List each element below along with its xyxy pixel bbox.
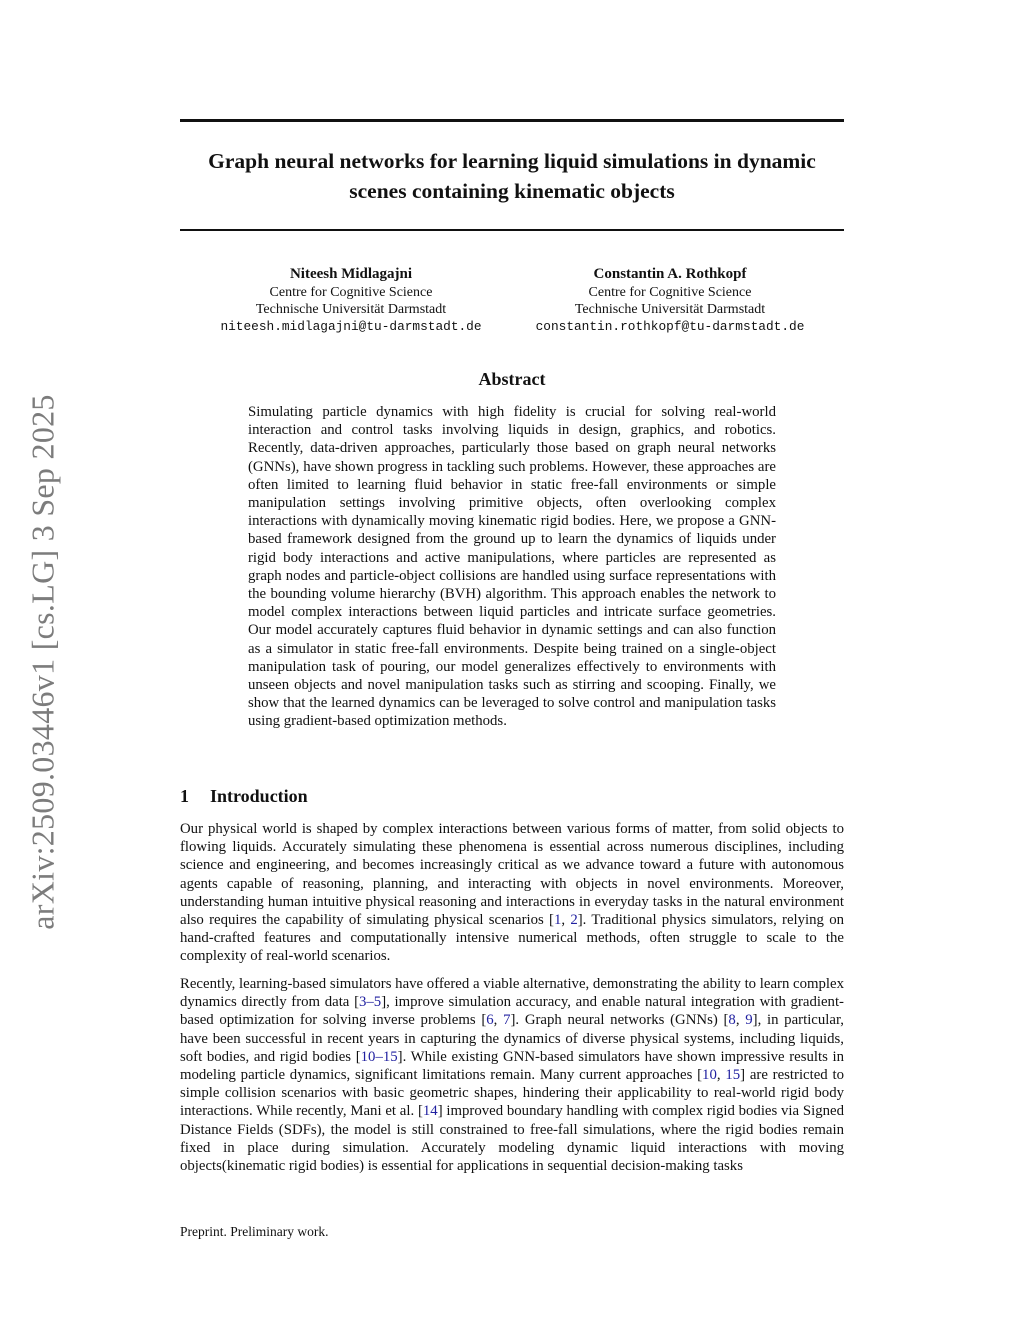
author-name: Constantin A. Rothkopf bbox=[593, 266, 747, 282]
arxiv-identifier: arXiv:2509.03446v1 [cs.LG] 3 Sep 2025 bbox=[24, 394, 61, 930]
text-run: Our physical world is shaped by complex interactions between various forms of matter, from solid objects to flowing liquids. Accurately simulating these phenomena is essential across numerous disciplines, including science and engineering, and becomes increasingly critical as we advance toward a future with autonomous agents capable of reasoning, planning, and interacting with objects in novel environments. Moreover, understanding human intuitive physical reasoning and interactions in everyday tasks in the natural environment also requires the capability of simulating physical scenarios [ bbox=[180, 821, 844, 929]
text-run: ], in particular, have been successful in recent years in capturing the dynamics of diverse physical systems, including liquids, soft bodies, and rigid bodies [ bbox=[180, 1012, 844, 1065]
text-run: ]. While existing GNN-based simulators have shown impressive results in modeling particle dynamics, significant limitations remain. Many current approaches [ bbox=[180, 1048, 844, 1084]
section-heading bbox=[180, 786, 308, 807]
citation-link[interactable]: 2 bbox=[570, 912, 578, 929]
intro-paragraph-1 bbox=[180, 820, 844, 966]
author-block-1 bbox=[200, 265, 502, 335]
section-number: 1 bbox=[180, 786, 189, 806]
author-block-2 bbox=[520, 265, 820, 335]
author-email[interactable]: niteesh.midlagajni@tu-darmstadt.de bbox=[220, 319, 482, 334]
citation-link[interactable]: 15 bbox=[725, 1067, 741, 1084]
text-run: ], improve simulation accuracy, and enable natural integration with gradient-based optimization for solving inverse problems [ bbox=[180, 994, 844, 1029]
citation-link[interactable]: 10 bbox=[702, 1067, 717, 1084]
author-institution: Technische Universität Darmstadt bbox=[574, 302, 766, 317]
text-run: , bbox=[561, 912, 571, 929]
title-top-rule bbox=[180, 119, 844, 122]
footer-note: Preprint. Preliminary work. bbox=[180, 1224, 329, 1239]
citation-link[interactable]: 8 bbox=[728, 1012, 736, 1029]
paper-title: Graph neural networks for learning liquid simulations in dynamic scenes containing kinematic objects bbox=[208, 149, 816, 203]
citation-link[interactable]: 1 bbox=[553, 912, 562, 929]
author-affiliation: Centre for Cognitive Science bbox=[269, 285, 433, 300]
citation-link[interactable]: 3–5 bbox=[359, 994, 382, 1011]
text-run: , bbox=[735, 1012, 746, 1029]
section-title: Introduction bbox=[210, 786, 308, 806]
citation-link[interactable]: 14 bbox=[422, 1103, 438, 1120]
abstract-text: Simulating particle dynamics with high fidelity is crucial for solving real-world interaction and control tasks involving liquids in design, graphics, and robotics. Recently, data-driven approaches, particularly those based on graph neural networks (GNNs), have shown progress in tackling such problems. However, these approaches are often limited to learning fluid behavior in static free-fall environments or simple manipulation settings involving primitive objects, often overlooking complex interactions with dynamically moving kinematic rigid bodies. Here, we propose a GNN-based framework designed from the ground up to learn the dynamics of liquids under rigid body interactions and active manipulations, where particles are represented as graph nodes and particle-object collisions are handled using surface representations with the bounding volume hierarchy (BVH) algorithm. This approach enables the network to model complex interactions between liquid particles and intricate surface geometries. Our model accurately captures fluid behavior in dynamic settings and can also function as a simulator in static free-fall environments. Despite being trained on a single-object manipulation task of pouring, our model generalizes effectively to environments with unseen objects and novel manipulation tasks such as stirring and scooping. Finally, we show that the learned dynamics can be leveraged to solve control and manipulation tasks using gradient-based optimization methods. bbox=[248, 404, 776, 730]
text-run: Recently, learning-based simulators have offered a viable alternative, demonstrating the ability to learn complex dynamics directly from data [ bbox=[180, 976, 844, 1011]
abstract-heading: Abstract bbox=[478, 369, 546, 389]
text-run: ]. Graph neural networks (GNNs) [ bbox=[510, 1012, 729, 1029]
title-bottom-rule bbox=[180, 229, 844, 231]
citation-link[interactable]: 9 bbox=[745, 1012, 753, 1029]
citation-link[interactable]: 10–15 bbox=[360, 1048, 398, 1065]
intro-paragraph-2 bbox=[180, 975, 844, 1175]
citation-link[interactable]: 6 bbox=[486, 1012, 494, 1029]
citation-link[interactable]: 7 bbox=[503, 1012, 511, 1029]
text-run: , bbox=[493, 1012, 504, 1029]
author-email[interactable]: constantin.rothkopf@tu-darmstadt.de bbox=[535, 319, 805, 334]
text-run: ]. Traditional physics simulators, relying on hand-crafted features and computationally intensive numerical methods, often struggle to scale to the complexity of real-world scenarios. bbox=[180, 912, 844, 965]
text-run: ] are restricted to simple collision scenarios with basic geometric shapes, hindering their applicability to real-world rigid body interactions. While recently, Mani et al. [ bbox=[180, 1067, 844, 1120]
author-affiliation: Centre for Cognitive Science bbox=[588, 285, 752, 300]
text-run: , bbox=[716, 1067, 726, 1084]
author-institution: Technische Universität Darmstadt bbox=[255, 302, 447, 317]
text-run: ] improved boundary handling with complex rigid bodies via Signed Distance Fields (SDFs), the model is still constrained to free-fall simulations, where the rigid bodies remain fixed in place during simulation. Accurately modeling dynamic liquid interactions with moving objects(kinematic rigid bodies) is essential for applications in sequential decision-making tasks bbox=[180, 1103, 844, 1175]
author-name: Niteesh Midlagajni bbox=[289, 266, 413, 282]
